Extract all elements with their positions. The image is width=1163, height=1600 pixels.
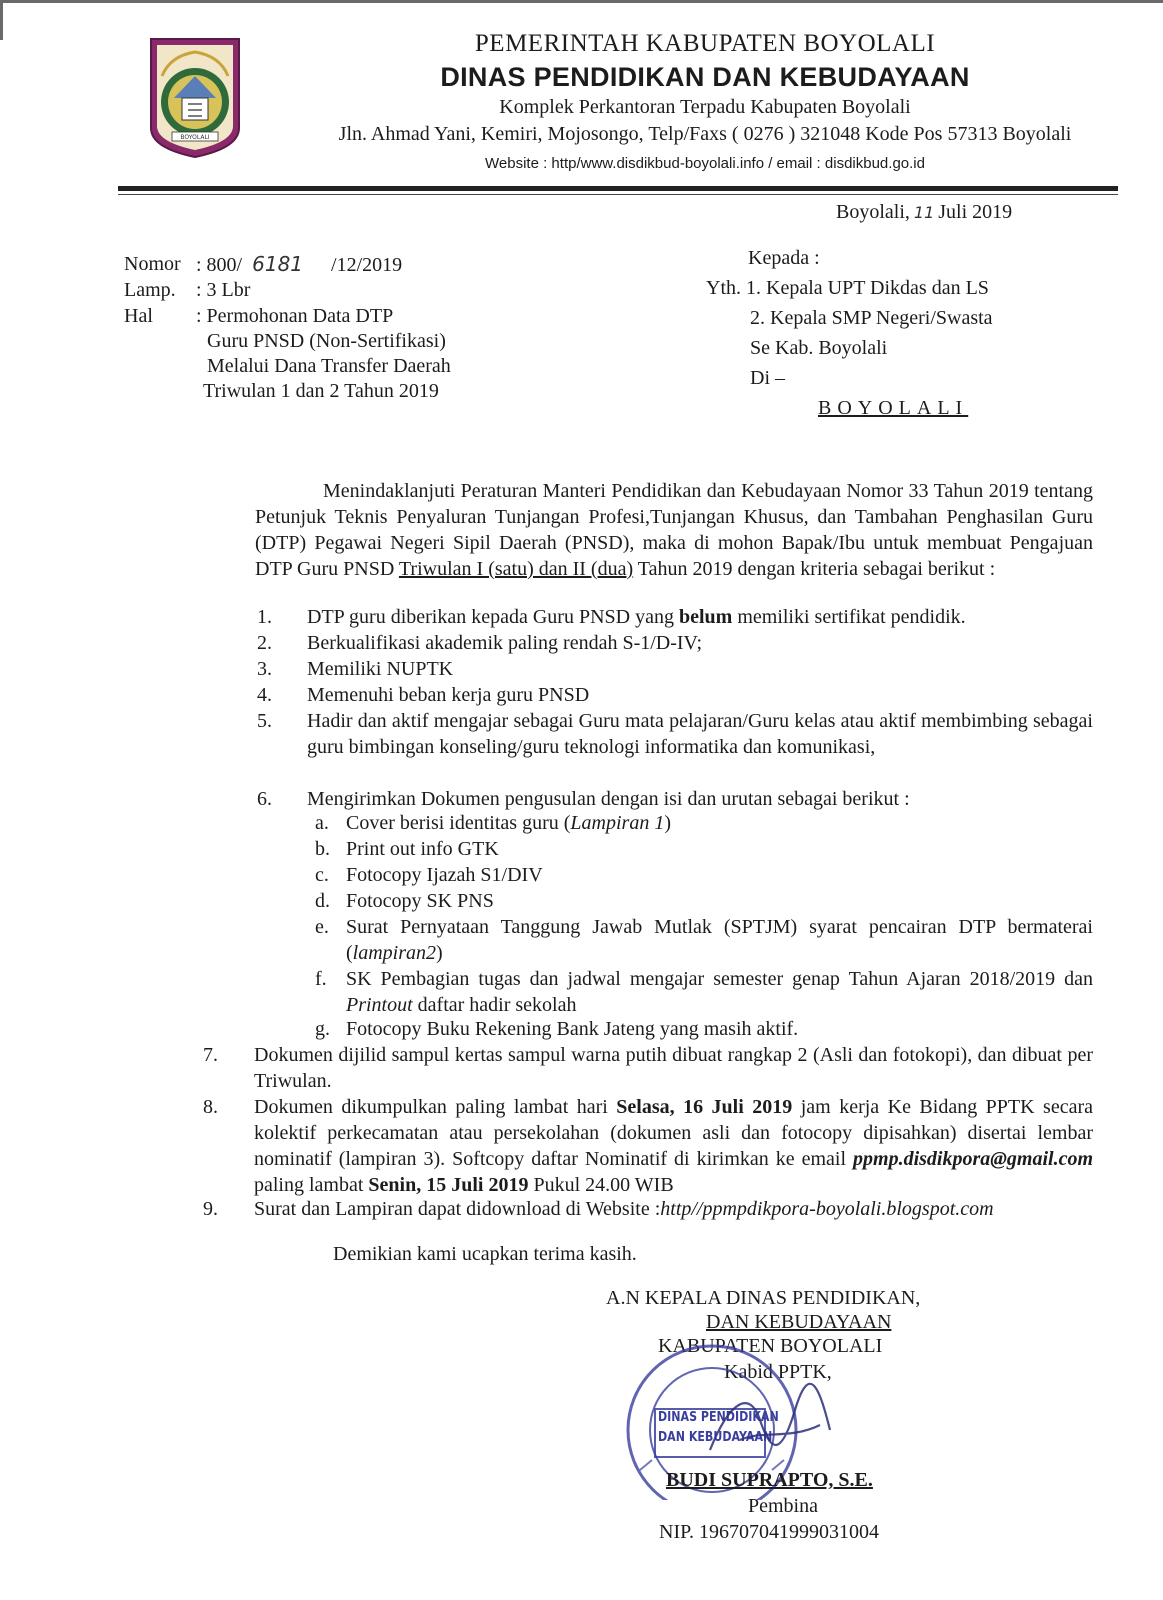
criterion-1-bold: belum [678, 606, 733, 628]
sub-a-italic: Lampiran 1 [570, 812, 665, 834]
recipient-city: BOYOLALI [818, 397, 969, 419]
sub-item-e [346, 914, 1093, 966]
item-8-g: Pukul 24.00 WIB [528, 1174, 674, 1196]
recipient-kepada: Kepada : [748, 247, 820, 269]
sub-e-3: ) [436, 942, 443, 964]
sub-item-c: Fotocopy Ijazah S1/DIV [346, 864, 543, 886]
nomor-label: Nomor [124, 253, 181, 275]
sub-letter: d. [315, 890, 330, 912]
lamp-label: Lamp. [124, 279, 176, 301]
sub-item-d: Fotocopy SK PNS [346, 890, 494, 912]
closing-line: Demikian kami ucapkan terima kasih. [333, 1243, 637, 1265]
hal-line-1: : Permohonan Data DTP [196, 305, 394, 327]
item-number: 8. [203, 1096, 218, 1118]
sub-a-3: ) [664, 812, 671, 834]
item-number: 7. [203, 1044, 218, 1066]
sub-letter: e. [315, 916, 329, 938]
complex-line: Komplek Perkantoran Terpadu Kabupaten Boyolali [499, 96, 911, 118]
nomor-value [196, 252, 402, 278]
sub-e-italic: lampiran2 [352, 942, 437, 964]
item-9-website: http//ppmpdikpora-boyolali.blogspot.com [660, 1198, 994, 1220]
hal-line-2: Guru PNSD (Non-Sertifikasi) [207, 330, 446, 352]
gov-heading: PEMERINTAH KABUPATEN BOYOLALI [474, 30, 936, 57]
sub-letter: g. [315, 1018, 330, 1040]
nomor-handwritten: 6181 [252, 252, 304, 276]
stamp-text-line-2: DAN KEBUDAYAAN [658, 1430, 773, 1445]
signer-rank: Pembina [748, 1495, 818, 1517]
sign-line-1: A.N KEPALA DINAS PENDIDIKAN, [606, 1287, 921, 1309]
lamp-value: : 3 Lbr [196, 279, 251, 301]
nomor-prefix: : 800/ [196, 254, 243, 276]
logo-banner-text: BOYOLALI [180, 134, 210, 141]
item-8-email: ppmp.disdikpora@gmail.com [853, 1148, 1093, 1170]
signer-name: BUDI SUPRAPTO, S.E. [666, 1469, 873, 1491]
letter-date [836, 200, 1012, 225]
nomor-suffix: /12/2019 [331, 254, 403, 276]
recipient-line-1: Yth. 1. Kepala UPT Dikdas dan LS [706, 277, 989, 299]
sub-e-1: Surat Pernyataan Tanggung Jawab Mutlak (SPTJM) syarat pencairan DTP bermaterai ( [346, 916, 1093, 964]
criterion-1 [307, 604, 1093, 630]
address-line: Jln. Ahmad Yani, Kemiri, Mojosongo, Telp/Faxs ( 0276 ) 321048 Kode Pos 57313 Boyolali [338, 123, 1072, 145]
signer-nip: NIP. 196707041999031004 [659, 1521, 880, 1543]
criterion-1-a: DTP guru diberikan kepada Guru PNSD yang [307, 606, 679, 628]
criterion-number: 2. [257, 632, 272, 654]
sub-letter: c. [315, 864, 329, 886]
sub-item-f [346, 966, 1093, 1018]
item-8 [254, 1094, 1093, 1198]
criterion-number: 4. [257, 684, 272, 706]
sub-letter: a. [315, 812, 329, 834]
sub-f-italic: Printout [346, 994, 413, 1016]
criterion-4: Memenuhi beban kerja guru PNSD [307, 684, 590, 706]
hal-line-4: Triwulan 1 dan 2 Tahun 2019 [203, 380, 439, 402]
dept-heading: DINAS PENDIDIKAN DAN KEBUDAYAAN [440, 62, 970, 92]
item-8-e: paling lambat [254, 1174, 369, 1196]
intro-part-2: Tahun 2019 dengan kriteria sebagai berikut : [633, 558, 996, 580]
hal-line-3: Melalui Dana Transfer Daerah [207, 355, 451, 377]
sub-item-a [346, 810, 1093, 836]
criterion-1-c: memiliki sertifikat pendidik. [732, 606, 966, 628]
criterion-2: Berkualifikasi akademik paling rendah S-1/D-IV; [307, 632, 703, 654]
handwritten-signature [700, 1380, 840, 1470]
item-8-bold-date: Selasa, 16 Juli 2019 [616, 1096, 793, 1118]
sub-letter: b. [315, 838, 330, 860]
criterion-number: 6. [257, 788, 272, 810]
item-9 [254, 1196, 1093, 1222]
criterion-5: Hadir dan aktif mengajar sebagai Guru mata pelajaran/Guru kelas atau aktif membimbing sebagai guru bimbingan konseling/guru teknologi informatika dan komunikasi, [307, 710, 1093, 758]
scan-border-left [0, 0, 3, 40]
recipient-line-4: Di – [750, 367, 785, 389]
recipient-line-3: Se Kab. Boyolali [750, 337, 888, 359]
sub-item-b: Print out info GTK [346, 838, 499, 860]
intro-paragraph [255, 478, 1093, 582]
item-9-a: Surat dan Lampiran dapat didownload di Website : [254, 1198, 661, 1220]
header-rule-thin [118, 194, 1118, 195]
date-rest: Juli 2019 [938, 201, 1013, 223]
sub-item-g: Fotocopy Buku Rekening Bank Jateng yang masih aktif. [346, 1018, 799, 1040]
item-8-c: jam kerja Ke Bidang PPTK secara kolektif perkecamatan atau persekolahan (dokumen asli dan fotocopy dipisahkan) disertai lembar nominatif (lampiran 3). Softcopy daftar Nominatif di kirimkan ke email [254, 1096, 1093, 1170]
criterion-number: 5. [257, 710, 272, 732]
item-7: Dokumen dijilid sampul kertas sampul warna putih dibuat rangkap 2 (Asli dan fotokopi), dan dibuat per Triwulan. [254, 1044, 1093, 1092]
sub-a-1: Cover berisi identitas guru ( [346, 812, 571, 834]
criterion-3: Memiliki NUPTK [307, 658, 454, 680]
criterion-number: 3. [257, 658, 272, 680]
sub-f-1: SK Pembagian tugas dan jadwal mengajar semester genap Tahun Ajaran 2018/2019 dan [346, 968, 1093, 990]
date-day-handwritten: 11 [913, 203, 935, 222]
item-number: 9. [203, 1198, 218, 1220]
sub-letter: f. [315, 968, 327, 990]
item-8-bold-deadline: Senin, 15 Juli 2019 [368, 1174, 529, 1196]
header-rule-thick [118, 186, 1118, 191]
sign-line-4: Kabid PPTK, [724, 1361, 832, 1383]
intro-underlined: Triwulan I (satu) dan II (dua) [398, 558, 634, 580]
sign-line-2: DAN KEBUDAYAAN [706, 1311, 892, 1333]
sign-line-3: KABUPATEN BOYOLALI [658, 1335, 883, 1357]
hal-label: Hal [124, 305, 153, 327]
stamp-text-line-1: DINAS PENDIDIKAN [658, 1410, 779, 1425]
criterion-6: Mengirimkan Dokumen pengusulan dengan isi dan urutan sebagai berikut : [307, 788, 910, 810]
intro-part-1: Menindaklanjuti Peraturan Manteri Pendidikan dan Kebudayaan Nomor 33 Tahun 2019 tentang Petunjuk Teknis Penyaluran Tunjangan Profesi,Tunjangan Khusus, dan Tambahan Penghasilan Guru (DTP) Pegawai Negeri Sipil Daerah (PNSD), maka di mohon Bapak/Ibu untuk membuat Pengajuan DTP Guru PNSD [255, 480, 1093, 580]
sub-f-3: daftar hadir sekolah [412, 994, 577, 1016]
item-8-a: Dokumen dikumpulkan paling lambat hari [254, 1096, 617, 1118]
date-prefix: Boyolali, [836, 201, 910, 223]
scan-border-top [0, 0, 1163, 3]
recipient-line-2: 2. Kepala SMP Negeri/Swasta [750, 307, 993, 329]
website-line: Website : http/www.disdikbud-boyolali.info / email : disdikbud.go.id [485, 155, 925, 172]
regency-emblem-logo [148, 36, 242, 160]
criterion-number: 1. [257, 606, 272, 628]
